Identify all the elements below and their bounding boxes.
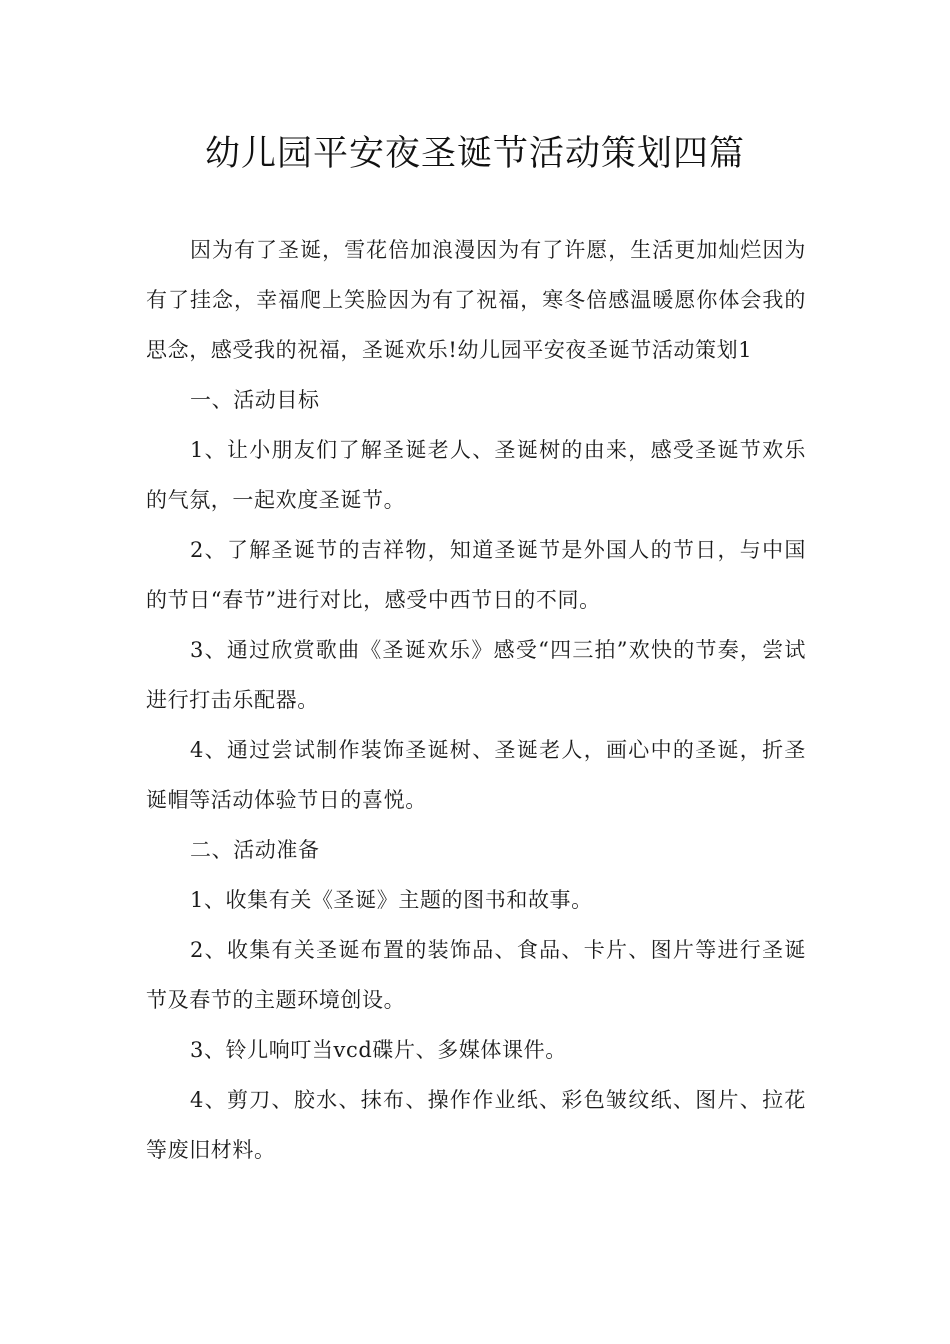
paragraph-goal-3: 3、通过欣赏歌曲《圣诞欢乐》感受“四三拍”欢快的节奏，尝试进行打击乐配器。 (146, 638, 806, 712)
heading-activity-preparation: 二、活动准备 (190, 838, 320, 862)
heading-activity-goals: 一、活动目标 (190, 388, 320, 412)
paragraph-prep-3: 3、铃儿响叮当vcd碟片、多媒体课件。 (190, 1038, 567, 1062)
paragraph-prep-4: 4、剪刀、胶水、抹布、操作作业纸、彩色皱纹纸、图片、拉花等废旧材料。 (146, 1088, 806, 1162)
document-body (146, 225, 806, 1175)
paragraph-goal-2: 2、了解圣诞节的吉祥物，知道圣诞节是外国人的节日，与中国的节日“春节”进行对比，感受中西节日的不同。 (146, 538, 806, 612)
paragraph-prep-2: 2、收集有关圣诞布置的装饰品、食品、卡片、图片等进行圣诞节及春节的主题环境创设。 (146, 938, 806, 1012)
paragraph-goal-4: 4、通过尝试制作装饰圣诞树、圣诞老人，画心中的圣诞，折圣诞帽等活动体验节日的喜悦。 (146, 738, 806, 812)
paragraph-intro: 因为有了圣诞，雪花倍加浪漫因为有了许愿，生活更加灿烂因为有了挂念，幸福爬上笑脸因为有了祝福，寒冬倍感温暖愿你体会我的思念，感受我的祝福，圣诞欢乐!幼儿园平安夜圣诞节活动策划1 (146, 238, 806, 362)
paragraph-goal-1: 1、让小朋友们了解圣诞老人、圣诞树的由来，感受圣诞节欢乐的气氛，一起欢度圣诞节。 (146, 438, 806, 512)
document-title: 幼儿园平安夜圣诞节活动策划四篇 (204, 134, 745, 174)
paragraph-prep-1: 1、收集有关《圣诞》主题的图书和故事。 (190, 888, 593, 912)
